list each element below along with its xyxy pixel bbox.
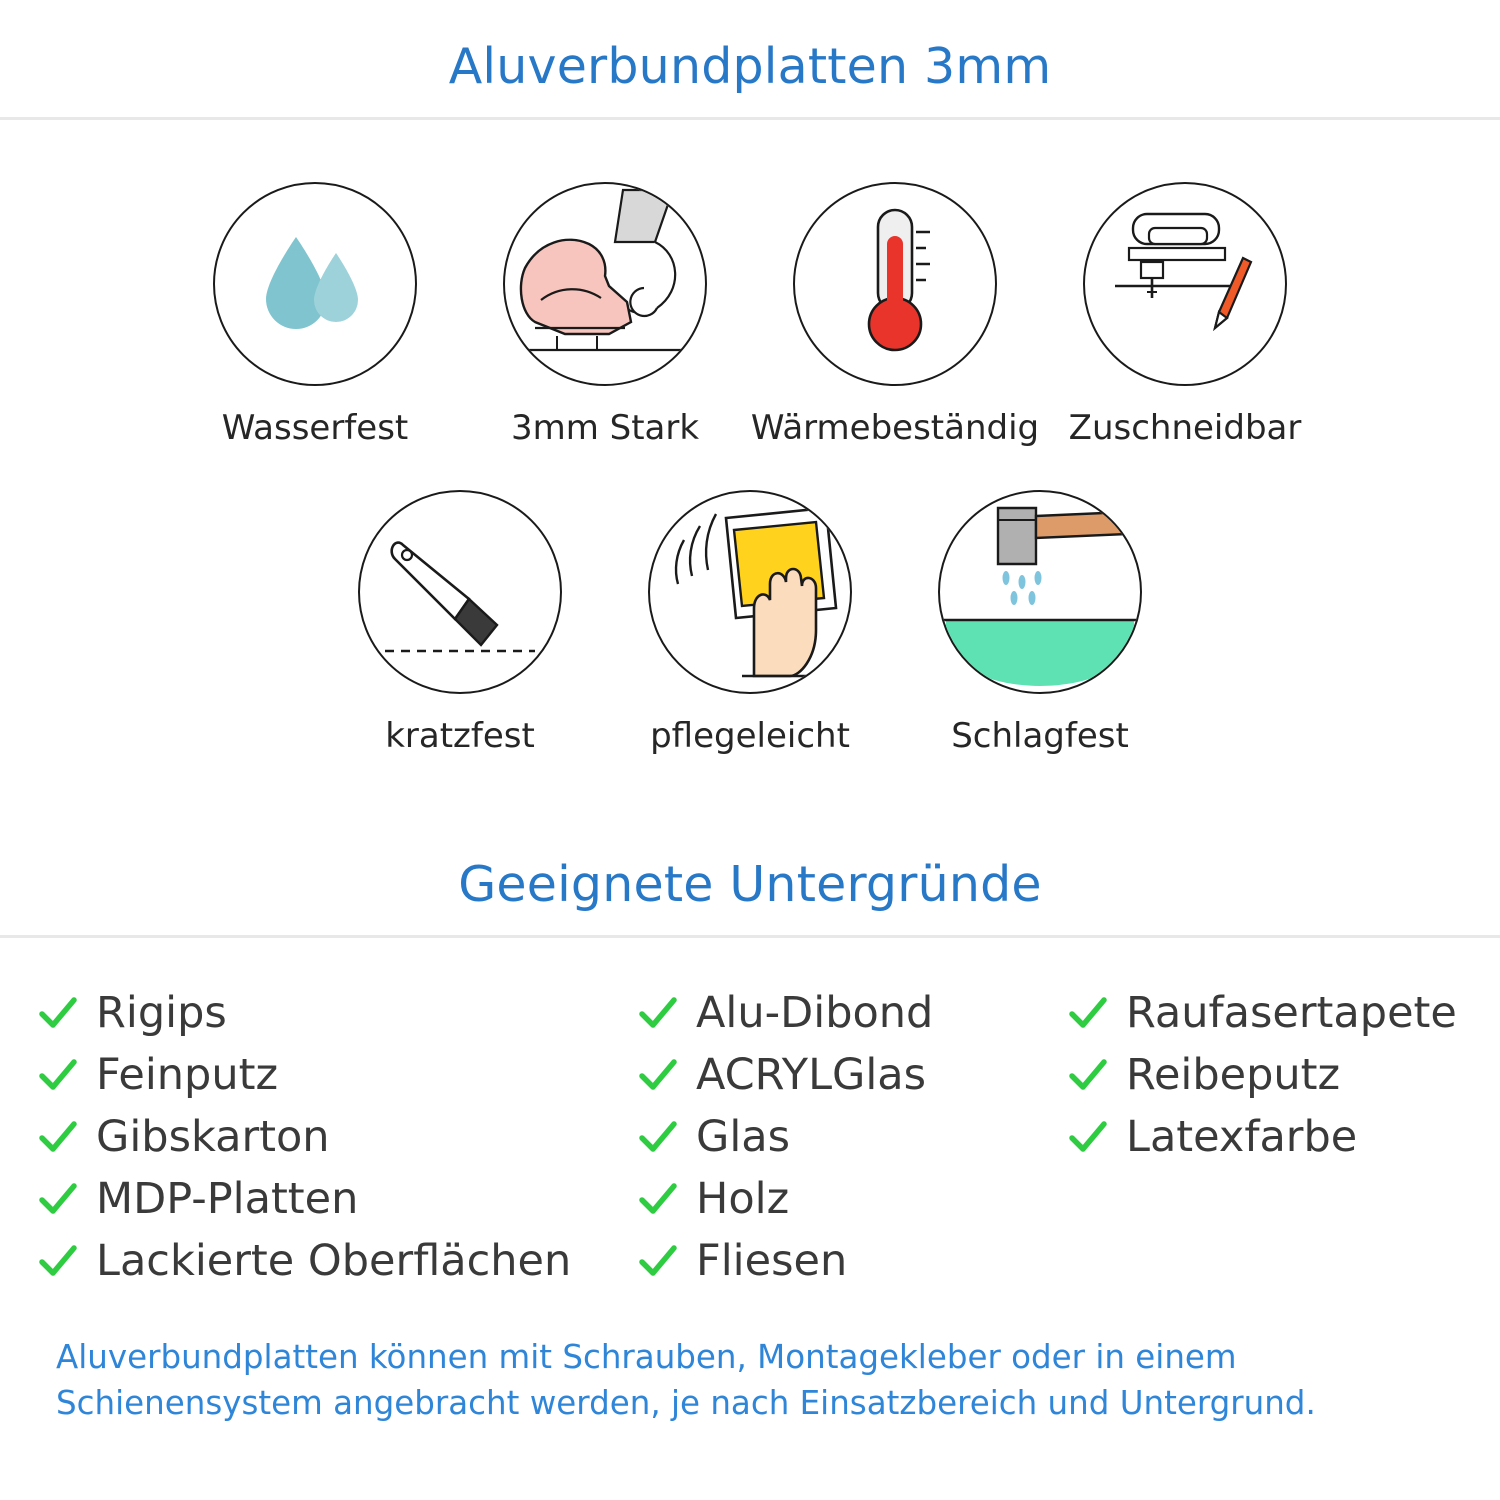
check-icon (36, 1239, 80, 1283)
list-item (636, 1168, 1066, 1230)
list-item-label: Alu-Dibond (696, 988, 934, 1038)
feature-pflegeleicht (605, 490, 895, 756)
feature-waermebestaendig (750, 182, 1040, 448)
feature-label: Schlagfest (951, 716, 1129, 756)
check-icon (1066, 991, 1110, 1035)
knife-scratch-icon (373, 503, 548, 682)
flexing-arm-icon (505, 182, 705, 386)
feature-schlagfest (895, 490, 1185, 756)
list-item-label: Gibskarton (96, 1112, 330, 1162)
feature-zuschneidbar (1040, 182, 1330, 448)
feature-icon-circle (793, 182, 997, 386)
list-item-label: ACRYLGlas (696, 1050, 927, 1100)
list-item-label: MDP-Platten (96, 1174, 359, 1224)
check-icon (1066, 1053, 1110, 1097)
list-item (636, 1044, 1066, 1106)
feature-label: Zuschneidbar (1068, 408, 1302, 448)
list-item (36, 1106, 636, 1168)
feature-label: Wasserfest (221, 408, 409, 448)
feature-3mm-stark (460, 182, 750, 448)
jigsaw-cutter-icon (1095, 192, 1275, 376)
check-icon (1066, 1115, 1110, 1159)
feature-icon-circle (503, 182, 707, 386)
surfaces-lists (0, 982, 1500, 1292)
check-icon (636, 1239, 680, 1283)
divider-top (0, 117, 1500, 120)
check-icon (636, 1115, 680, 1159)
thermometer-icon (820, 202, 970, 366)
list-item-label: Reibeputz (1126, 1050, 1341, 1100)
water-drops-icon (230, 197, 400, 371)
list-item (36, 982, 636, 1044)
feature-label: kratzfest (385, 716, 535, 756)
list-item-label: Raufasertapete (1126, 988, 1457, 1038)
feature-icon-circle (358, 490, 562, 694)
list-item (1066, 982, 1496, 1044)
feature-label: pflegeleicht (650, 716, 850, 756)
list-item-label: Lackierte Oberflächen (96, 1236, 572, 1286)
check-icon (636, 1177, 680, 1221)
list-item-label: Rigips (96, 988, 227, 1038)
feature-icon-circle (1083, 182, 1287, 386)
check-icon (36, 1115, 80, 1159)
list-item-label: Feinputz (96, 1050, 279, 1100)
cleaning-cloth-icon (650, 490, 850, 694)
surfaces-column-3 (1066, 982, 1496, 1292)
features-row-1 (0, 182, 1500, 448)
surfaces-column-2 (636, 982, 1066, 1292)
surfaces-column-1 (36, 982, 636, 1292)
check-icon (36, 1053, 80, 1097)
list-item (1066, 1106, 1496, 1168)
footnote-text: Aluverbundplatten können mit Schrauben, Montagekleber oder in einem Schienensystem angebracht werden, je nach Einsatzbereich und Untergrund. (56, 1338, 1316, 1423)
feature-label: 3mm Stark (510, 408, 700, 448)
list-item (36, 1044, 636, 1106)
feature-icon-circle (938, 490, 1142, 694)
list-item (36, 1230, 636, 1292)
feature-icon-circle (213, 182, 417, 386)
feature-wasserfest (170, 182, 460, 448)
list-item-label: Holz (696, 1174, 790, 1224)
hammer-impact-icon (940, 490, 1140, 694)
feature-label: Wärmebeständig (750, 408, 1040, 448)
check-icon (36, 1177, 80, 1221)
list-item (1066, 1044, 1496, 1106)
section-title: Geeignete Untergründe (458, 856, 1042, 913)
page-title: Aluverbundplatten 3mm (448, 38, 1052, 95)
list-item-label: Fliesen (696, 1236, 848, 1286)
list-item (636, 982, 1066, 1044)
check-icon (36, 991, 80, 1035)
list-item (636, 1106, 1066, 1168)
list-item-label: Latexfarbe (1126, 1112, 1358, 1162)
list-item-label: Glas (696, 1112, 791, 1162)
check-icon (636, 991, 680, 1035)
feature-icon-circle (648, 490, 852, 694)
list-item (36, 1168, 636, 1230)
feature-kratzfest (315, 490, 605, 756)
features-row-2 (0, 490, 1500, 756)
list-item (636, 1230, 1066, 1292)
divider-middle (0, 935, 1500, 938)
check-icon (636, 1053, 680, 1097)
